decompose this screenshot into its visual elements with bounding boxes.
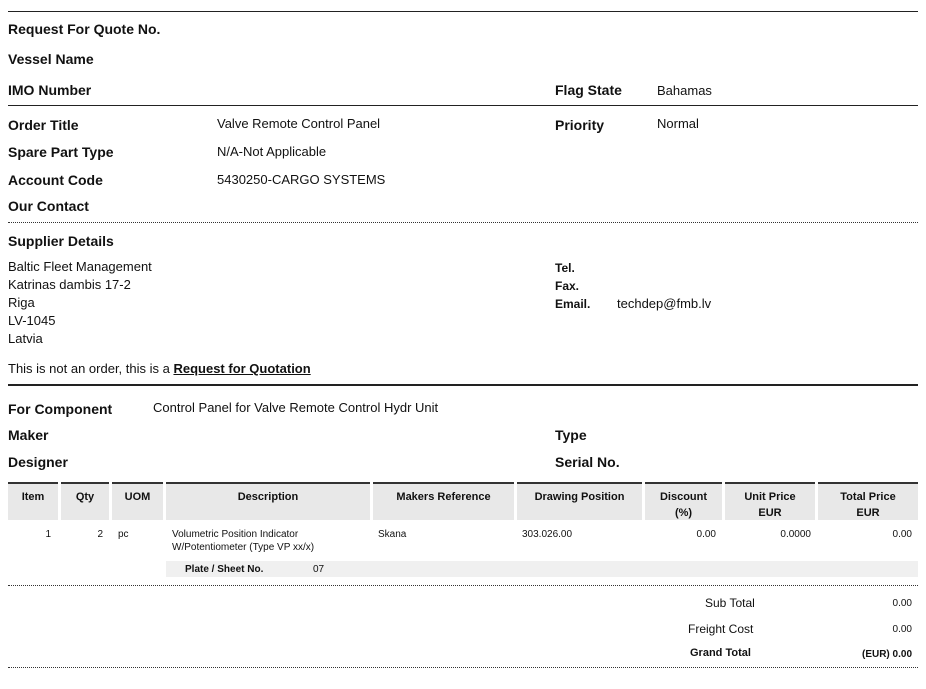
col-header-uom: UOM: [112, 482, 163, 520]
order-dotted-divider: [8, 222, 918, 223]
bottom-dotted-divider: [8, 667, 918, 668]
supplier-address-line: Riga: [8, 295, 35, 310]
notice-divider: [8, 384, 918, 386]
cell-qty: 2: [97, 529, 103, 540]
grand-total-label: Grand Total: [690, 647, 751, 659]
freight-cost-label: Freight Cost: [688, 622, 754, 636]
col-header-unit-price: Unit Price EUR: [725, 482, 815, 520]
freight-cost-value: 0.00: [892, 624, 912, 635]
cell-description-line1: Volumetric Position Indicator: [172, 529, 299, 540]
designer-label: Designer: [8, 454, 68, 470]
rfq-label: Request For Quote No.: [8, 21, 161, 37]
grand-total-value: (EUR) 0.00: [861, 649, 912, 660]
fax-label: Fax.: [555, 279, 580, 293]
col-header-makers-reference: Makers Reference: [373, 482, 514, 520]
plate-sheet-value: 07: [313, 564, 325, 575]
vessel-name-label: Vessel Name: [8, 51, 94, 67]
cell-makers-reference: Skana: [378, 529, 407, 540]
col-header-total-price: Total Price EUR: [818, 482, 918, 520]
header-divider: [8, 105, 918, 106]
col-header-discount: Discount (%): [645, 482, 722, 520]
for-component-label: For Component: [8, 401, 113, 417]
priority-label: Priority: [555, 117, 605, 133]
our-contact-label: Our Contact: [8, 198, 89, 214]
cell-total-price: 0.00: [892, 529, 912, 540]
maker-label: Maker: [8, 427, 49, 443]
type-label: Type: [555, 427, 587, 443]
plate-sheet-bar: [166, 561, 918, 577]
col-header-description: Description: [166, 482, 370, 520]
cell-description-line2: W/Potentiometer (Type VP xx/x): [172, 542, 315, 553]
account-code-value: 5430250-CARGO SYSTEMS: [217, 172, 386, 187]
plate-sheet-label: Plate / Sheet No.: [185, 564, 264, 575]
supplier-address-line: LV-1045: [8, 313, 56, 328]
sub-total-label: Sub Total: [705, 596, 755, 610]
table-dotted-divider: [8, 585, 918, 586]
cell-uom: pc: [118, 529, 129, 540]
cell-unit-price: 0.0000: [780, 529, 811, 540]
imo-number-label: IMO Number: [8, 82, 92, 98]
email-label: Email.: [555, 297, 591, 311]
supplier-address-line: Baltic Fleet Management: [8, 259, 152, 274]
flag-state-value: Bahamas: [657, 83, 712, 98]
supplier-address-line: Latvia: [8, 331, 43, 346]
cell-discount: 0.00: [696, 529, 716, 540]
serial-no-label: Serial No.: [555, 454, 620, 470]
col-header-item: Item: [8, 482, 58, 520]
supplier-address-line: Katrinas dambis 17-2: [8, 277, 131, 292]
top-rule: [8, 11, 918, 12]
order-title-value: Valve Remote Control Panel: [217, 116, 381, 131]
tel-label: Tel.: [555, 261, 575, 275]
account-code-label: Account Code: [8, 172, 103, 188]
col-header-qty: Qty: [61, 482, 109, 520]
spare-part-type-value: N/A-Not Applicable: [217, 144, 327, 159]
col-header-drawing-position: Drawing Position: [517, 482, 642, 520]
spare-part-type-label: Spare Part Type: [8, 144, 114, 160]
email-value[interactable]: techdep@fmb.lv: [617, 296, 712, 311]
for-component-value: Control Panel for Valve Remote Control Hydr Unit: [153, 400, 439, 415]
rfq-notice-text: This is not an order, this is a: [8, 361, 174, 376]
flag-state-label: Flag State: [555, 82, 622, 98]
cell-drawing-position: 303.026.00: [522, 529, 573, 540]
order-title-label: Order Title: [8, 117, 79, 133]
supplier-details-heading: Supplier Details: [8, 233, 114, 249]
rfq-notice: [8, 361, 311, 376]
rfq-link[interactable]: Request for Quotation: [173, 361, 311, 376]
cell-item: 1: [45, 529, 51, 540]
priority-value: Normal: [657, 116, 699, 131]
sub-total-value: 0.00: [892, 598, 912, 609]
